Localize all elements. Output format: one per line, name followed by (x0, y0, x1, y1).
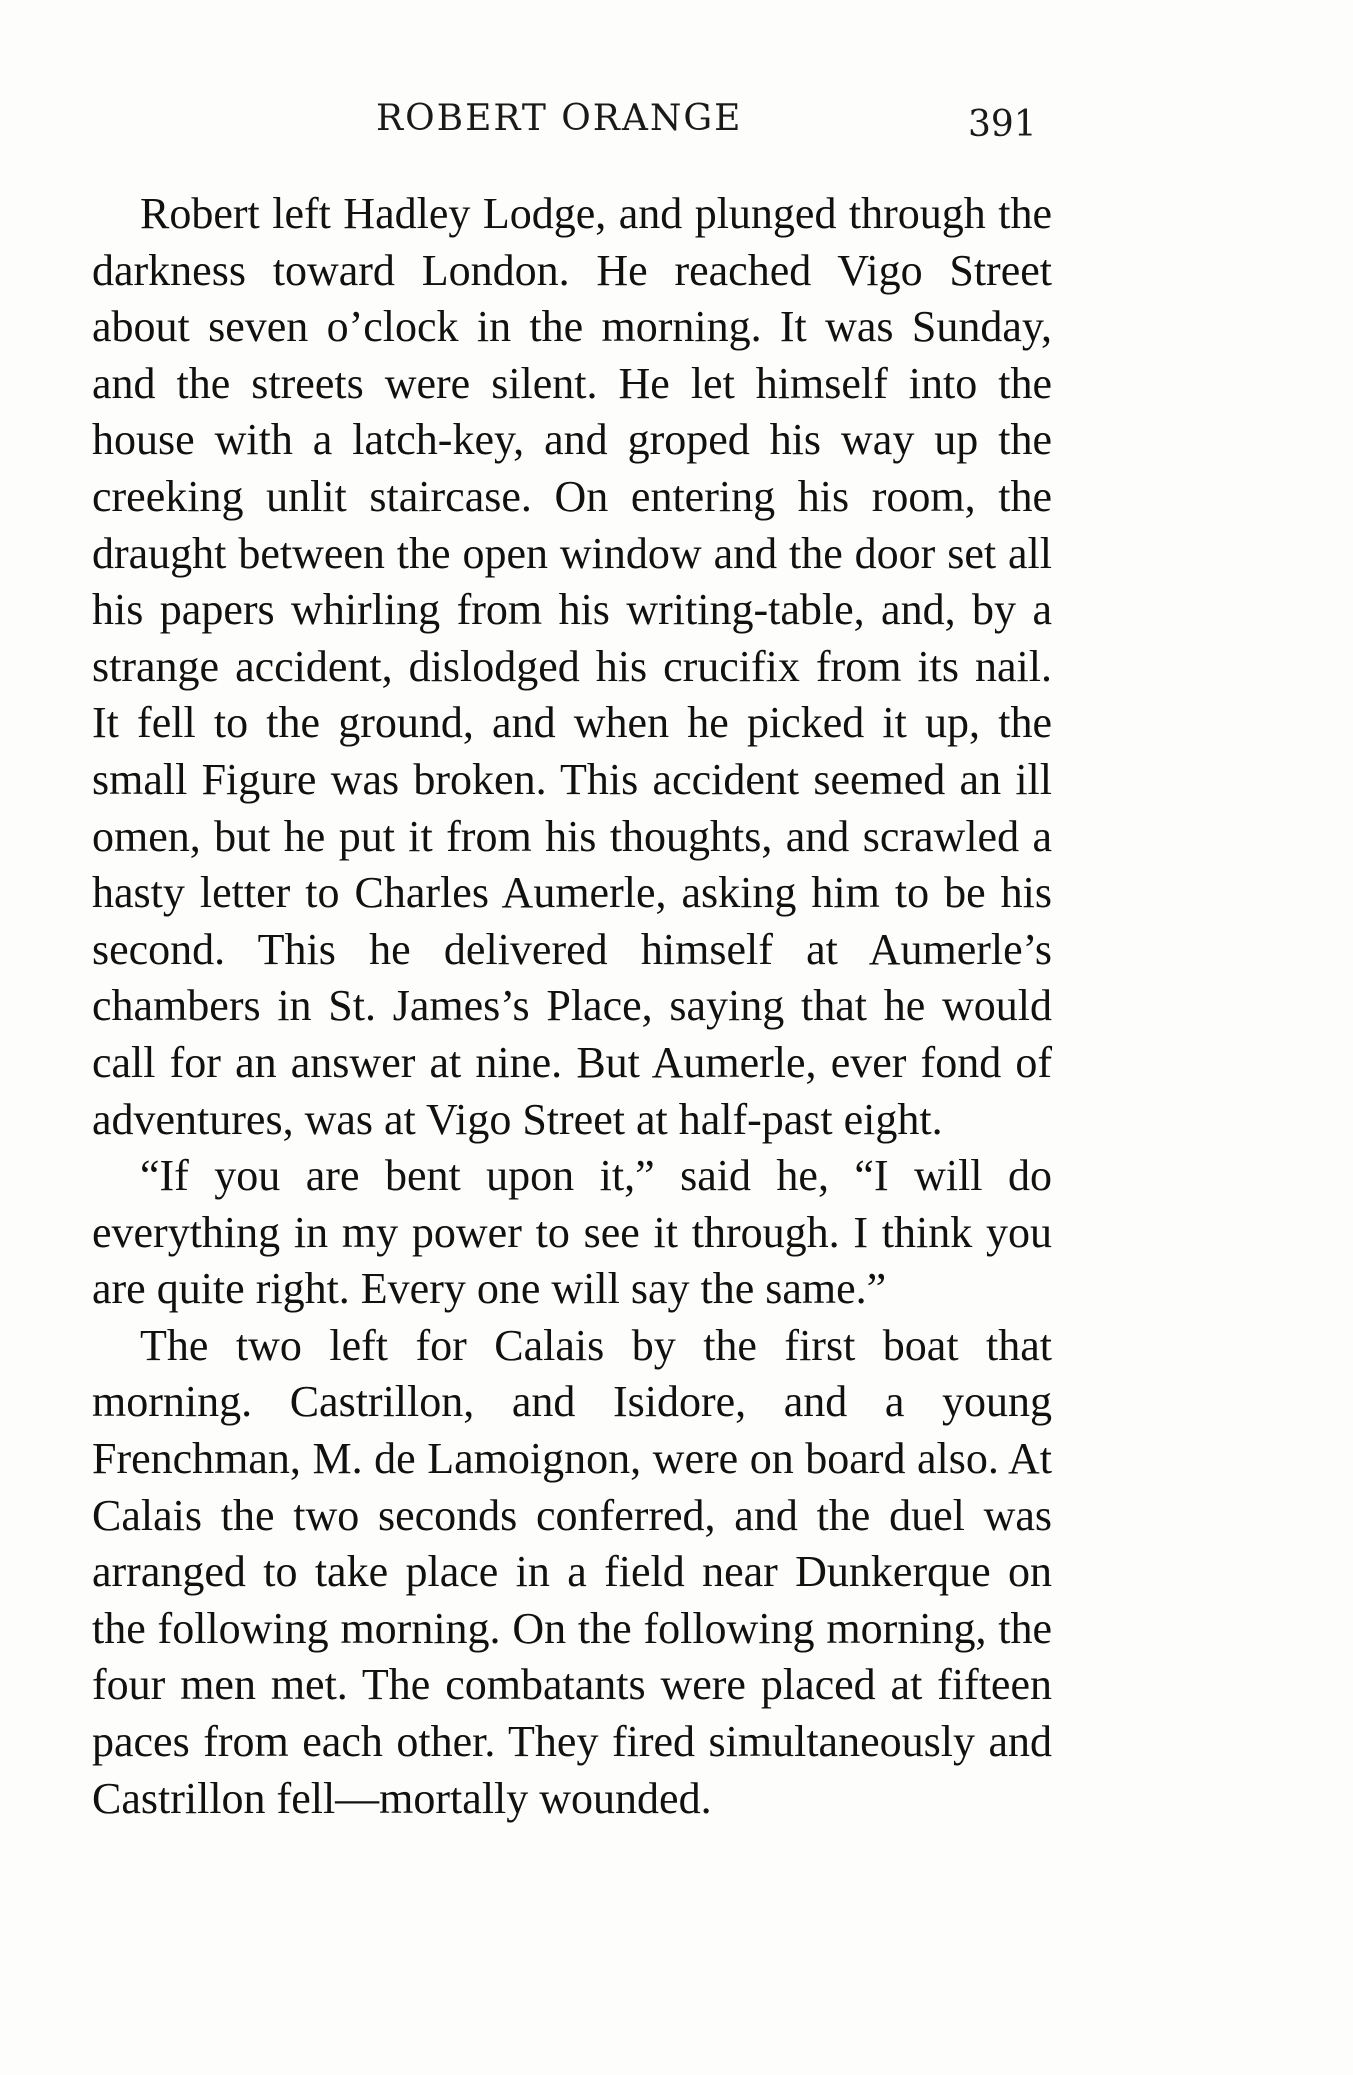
body-text (92, 186, 1052, 1827)
running-title: ROBERT ORANGE (376, 98, 743, 139)
paragraph-1: Robert left Hadley Lodge, and plunged through the darkness toward London. He reached Vigo Street about seven o’clock in the morning. It was Sunday, and the streets were silent. He let himself into the house with a latch-key, and groped his way up the creeking unlit staircase. On entering his room, the draught between the open window and the door set all his papers whirling from his writing-table, and, by a strange accident, dislodged his crucifix from its nail. It fell to the ground, and when he picked it up, the small Figure was broken. This accident seemed an ill omen, but he put it from his thoughts, and scrawled a hasty letter to Charles Aumerle, asking him to be his second. This he delivered himself at Aumerle’s chambers in St. James’s Place, saying that he would call for an answer at nine. But Aumerle, ever fond of adventures, was at Vigo Street at half-past eight. (92, 189, 1052, 1144)
page-number: 391 (968, 104, 1037, 145)
paragraph-2: “If you are bent upon it,” said he, “I will do everything in my power to see it through. I think you are quite right. Every one will say the same.” (92, 1151, 1052, 1314)
paragraph-3: The two left for Calais by the first boat that morning. Castrillon, and Isidore, and a young Frenchman, M. de Lamoignon, were on board also. At Calais the two seconds conferred, and the duel was arranged to take place in a field near Dunkerque on the following morning. On the following morning, the four men met. The combatants were placed at fifteen paces from each other. They fired simultaneously and Castrillon fell—mortally wounded. (92, 1320, 1052, 1823)
